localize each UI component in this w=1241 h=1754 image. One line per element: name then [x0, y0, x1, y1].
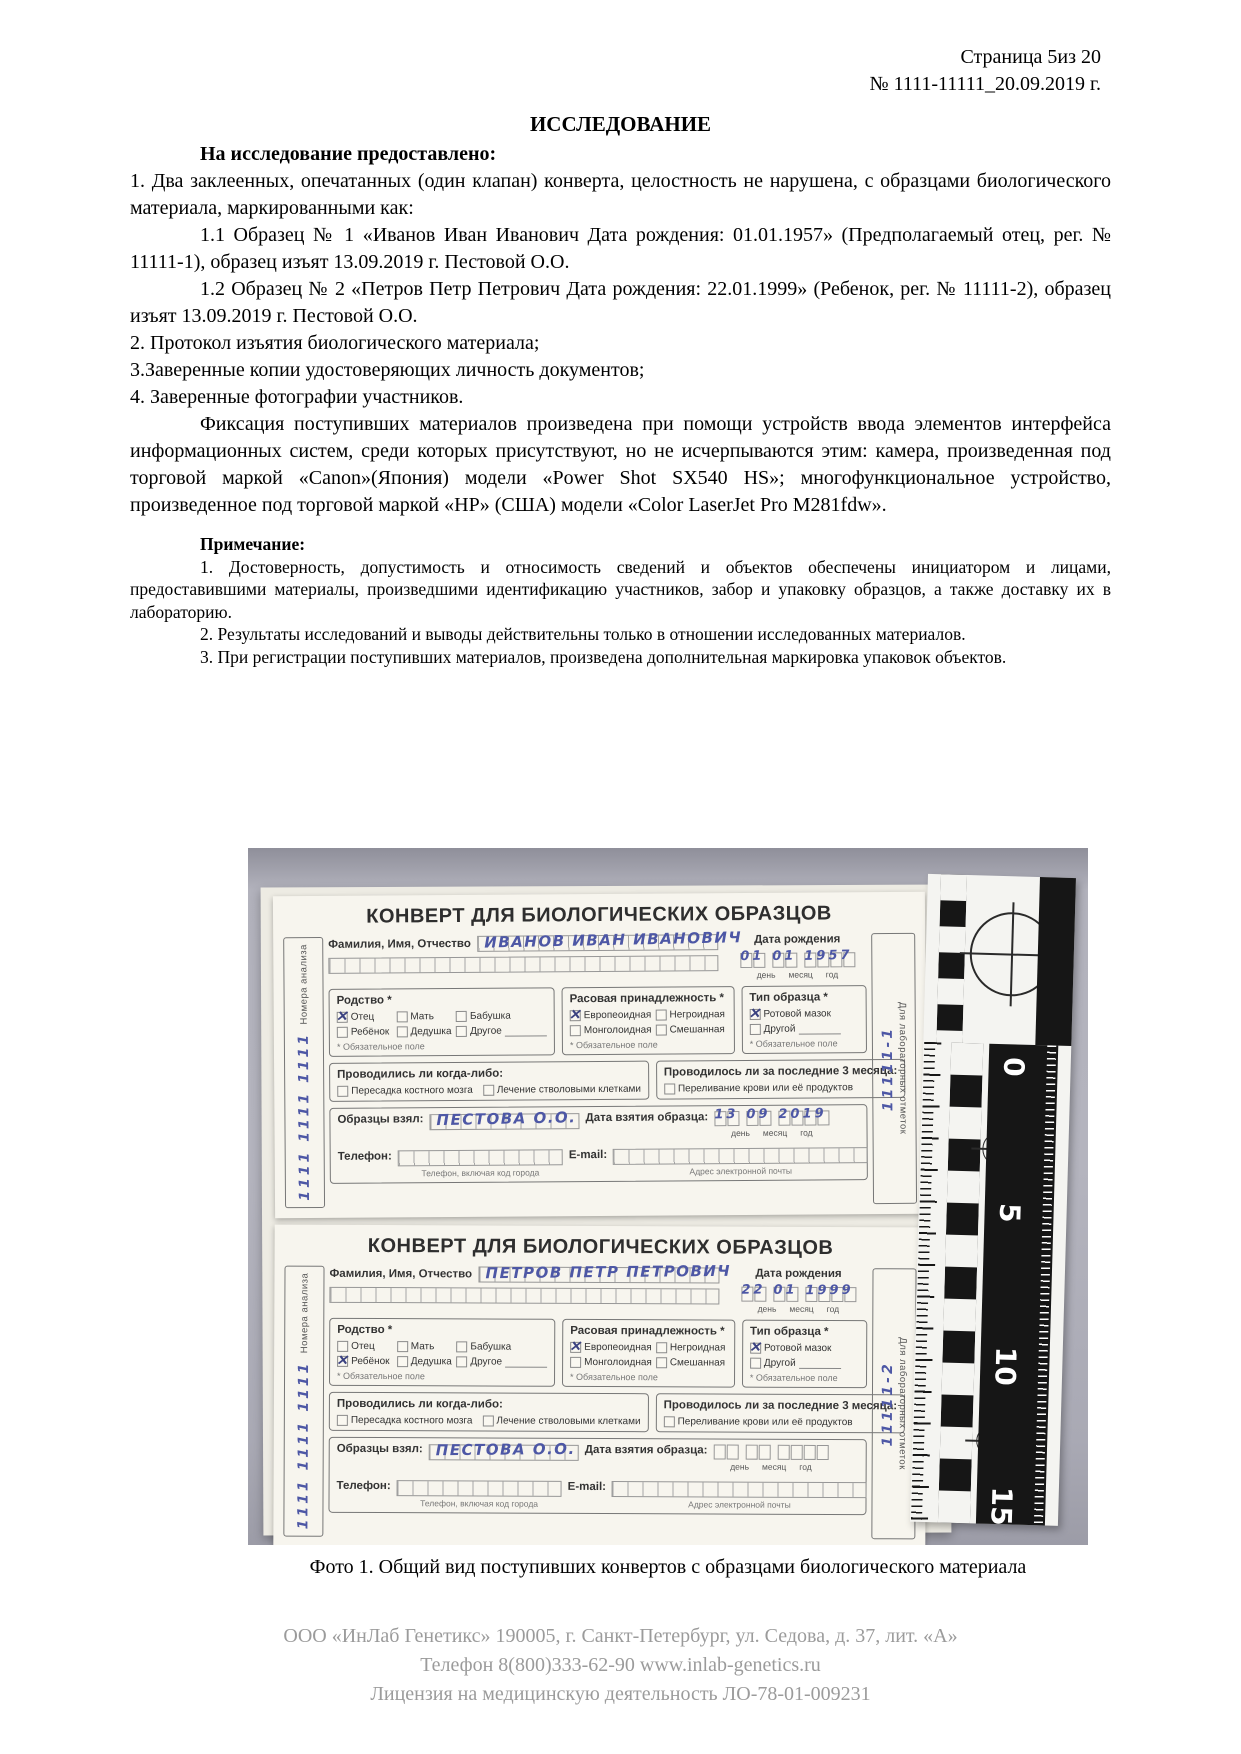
footer-company: ООО «ИнЛаб Генетикс» 190005, г. Санкт-Петербург, ул. Седова, д. 37, лит. «А» [283, 1625, 958, 1647]
taken-year-boxes [777, 1445, 828, 1460]
ruler-checker-column [936, 874, 967, 1043]
analysis-numbers-label: Номера анализа [298, 1272, 310, 1354]
option-mixed: Смешанная [669, 1024, 725, 1036]
unit-day: день [756, 969, 776, 980]
envelope-title: КОНВЕРТ ДЛЯ БИОЛОГИЧЕСКИХ ОБРАЗЦОВ [367, 1234, 834, 1260]
note-2: 2. Результаты исследований и выводы действительны только в отношении исследованных материалов. [200, 624, 966, 644]
checkbox-father [337, 1012, 348, 1023]
taken-day-handwriting: 13 [714, 1106, 739, 1123]
option-father: Отец [350, 1011, 375, 1023]
birth-month-boxes [772, 1282, 798, 1302]
email-hint: Адрес электронной почты [688, 1499, 791, 1510]
provided-heading: На исследование предоставлено: [200, 143, 497, 165]
item-3: 3.Заверенные копии удостоверяющих личность документов; [130, 359, 645, 381]
required-note: * Обязательное поле [337, 1370, 425, 1382]
option-mother: Мать [410, 1341, 435, 1353]
item-1: 1. Два заклеенных, опечатанных (один клапан) конверта, целостность не нарушена, с образцами биологического материала, маркированными как: [130, 170, 1111, 219]
item-1-1: 1.1 Образец № 1 «Иванов Иван Иванович Дата рождения: 01.01.1957» (Предполагаемый отец, рег. № 11111-1), образец изъят 13.09.2019 г. Пестовой О.О. [130, 224, 1111, 273]
page-header [870, 44, 1102, 98]
race-section [562, 1319, 735, 1388]
checkbox-grandmother [456, 1011, 467, 1022]
taken-year-handwriting: 2019 [778, 1106, 827, 1123]
unit-year: год [826, 1303, 840, 1315]
unit-month: месяц [789, 1303, 814, 1314]
option-negroid: Негроидная [669, 1009, 725, 1021]
section-title: ИССЛЕДОВАНИЕ [529, 112, 712, 136]
fio-label: Фамилия, Имя, Отчество [329, 1267, 473, 1281]
taken-by-handwriting: ПЕСТОВА О.О. [436, 1108, 577, 1130]
option-mongoloid: Монголоидная [583, 1024, 652, 1037]
option-mother: Мать [410, 1011, 434, 1023]
race-title: Расовая принадлежность * [569, 992, 725, 1006]
ruler-mm-ticks-white [1034, 1045, 1056, 1525]
ruler-black-bar [1035, 877, 1076, 1046]
checkbox-mongoloid [570, 1025, 581, 1036]
birth-year-handwriting: 1957 [803, 947, 853, 964]
unit-month: месяц [762, 1127, 788, 1138]
option-father: Отец [351, 1340, 375, 1353]
checkbox-grandfather [396, 1026, 407, 1037]
fio-boxes-row2 [328, 955, 718, 974]
checkbox-other-sample [750, 1024, 761, 1035]
ruler-number-15: 15 [984, 1486, 1019, 1527]
analysis-numbers-strip [283, 1266, 324, 1537]
history-recent-title: Проводилось ли за последние 3 месяца: [663, 1064, 898, 1079]
unit-year: год [799, 1461, 812, 1472]
note-3: 3. При регистрации поступивших материалов, произведена дополнительная маркировка упаковок объектов. [200, 646, 1007, 667]
checkbox-mixed [656, 1357, 667, 1368]
birth-day-boxes [740, 1282, 766, 1302]
ruler-number-5: 5 [992, 1202, 1027, 1224]
taken-by-boxes [429, 1439, 579, 1461]
fio-boxes-row2 [329, 1287, 719, 1305]
taken-day-boxes [713, 1444, 738, 1459]
document-body [130, 112, 1111, 668]
analysis-numbers-label: Номера анализа [297, 944, 310, 1025]
kinship-section [329, 1318, 555, 1387]
ruler-number-0: 0 [996, 1056, 1031, 1078]
envelope-title: КОНВЕРТ ДЛЯ БИОЛОГИЧЕСКИХ ОБРАЗЦОВ [366, 902, 832, 928]
taken-day-boxes [714, 1106, 739, 1126]
birth-day-handwriting: 01 [739, 948, 765, 965]
page-number: Страница 5из 20 [960, 46, 1101, 68]
required-note: * Обязательное поле [336, 1041, 425, 1052]
birth-month-handwriting: 01 [771, 948, 797, 964]
option-child: Ребёнок [350, 1026, 390, 1038]
envelope-sample-2 [273, 1225, 926, 1545]
item-4: 4. Заверенные фотографии участников. [130, 386, 464, 408]
checkbox-father [337, 1341, 348, 1352]
taken-month-handwriting: 09 [746, 1106, 771, 1123]
checkbox-mother [396, 1011, 407, 1022]
photo-caption: Фото 1. Общий вид поступивших конвертов с образцами биологического материала [309, 1556, 1027, 1578]
history-ever-section [329, 1061, 649, 1102]
option-blood-transfusion: Переливание крови или её продуктов [677, 1416, 853, 1429]
checkbox-mixed [656, 1025, 667, 1036]
option-bone-marrow: Пересадка костного мозга [351, 1084, 473, 1097]
required-note: * Обязательное поле [569, 1039, 658, 1051]
phone-boxes [397, 1480, 562, 1497]
birth-year-boxes [803, 947, 855, 967]
fixation-paragraph: Фиксация поступивших материалов произведена при помощи устройств ввода элементов интерфейса информационных систем, среди которых присутствуют, но не исчерпываются этим: камера, произведенная под торговой маркой «Canon»(Япония) модели «Power Shot SX540 HS»; многофункциональное устройство, произведенное под торговой маркой «HP» (США) модели «Color LaserJet Pro M281fdw». [130, 413, 1111, 516]
lab-notes-handwriting: 11111-2 [879, 1361, 897, 1447]
unit-day: день [730, 1461, 750, 1472]
sample-type-title: Тип образца * [749, 991, 828, 1004]
taken-month-boxes [746, 1106, 771, 1126]
option-child: Ребёнок [351, 1355, 390, 1368]
history-recent-section [656, 1059, 906, 1100]
option-bone-marrow: Пересадка костного мозга [350, 1414, 473, 1427]
checkbox-child [337, 1027, 348, 1038]
note-block [130, 533, 1111, 668]
phone-hint: Телефон, включая код города [420, 1498, 539, 1509]
option-grandmother: Бабушка [469, 1010, 511, 1022]
option-negroid: Негроидная [669, 1342, 726, 1354]
birth-year-boxes [804, 1282, 856, 1302]
required-note: * Обязательное поле [570, 1371, 658, 1383]
footer-license: Лицензия на медицинскую деятельность ЛО-78-01-009231 [370, 1683, 871, 1705]
note-title: Примечание: [200, 534, 306, 554]
option-other-kinship: Другое [470, 1025, 502, 1037]
unit-year: год [800, 1127, 813, 1138]
taken-date-label: Дата взятия образца: [585, 1111, 709, 1125]
taken-by-label: Образцы взял: [336, 1442, 423, 1456]
kinship-title: Родство * [337, 1323, 393, 1337]
history-ever-title: Проводились ли когда-либо: [337, 1067, 504, 1081]
taken-month-boxes [745, 1445, 770, 1460]
checkbox-child [337, 1356, 348, 1367]
checkbox-other-sample [750, 1358, 761, 1369]
checkbox-blood-transfusion [664, 1416, 675, 1427]
required-note: * Обязательное поле [749, 1372, 838, 1384]
taken-date-label: Дата взятия образца: [584, 1443, 708, 1457]
document-number: № 1111-11111_20.09.2019 г. [869, 73, 1101, 95]
birth-date-block [729, 1268, 867, 1315]
phone-boxes [398, 1149, 563, 1166]
email-label: E-mail: [567, 1480, 607, 1494]
birth-date-block [728, 933, 866, 980]
unit-month: месяц [761, 1461, 787, 1472]
race-title: Расовая принадлежность * [570, 1324, 725, 1338]
unit-month: месяц [788, 969, 813, 980]
taken-by-label: Образцы взял: [337, 1113, 424, 1126]
email-boxes [612, 1481, 867, 1498]
checkbox-negroid [655, 1010, 666, 1021]
race-section [562, 986, 735, 1055]
birth-date-label: Дата рождения [754, 933, 841, 946]
phone-hint: Телефон, включая код города [421, 1167, 540, 1179]
birth-month-boxes [771, 948, 797, 968]
option-swab: Ротовой мазок [763, 1342, 832, 1355]
note-1: 1. Достоверность, допустимость и относимость сведений и объектов обеспечены инициатором и лицами, предоставившими материалы, произведшими идентификацию участников, забор и упаковку образцов, а также доставку их в лабораторию. [130, 556, 1111, 622]
phone-label: Телефон: [337, 1150, 392, 1163]
history-recent-title: Проводилось ли за последние 3 месяца: [663, 1399, 898, 1413]
history-recent-section [656, 1393, 906, 1433]
checkbox-stem-cells [483, 1085, 494, 1096]
option-european: Европеоидная [584, 1341, 652, 1354]
checkbox-european [570, 1342, 581, 1353]
forensic-ruler [910, 874, 1076, 1526]
sample-type-section [742, 1320, 867, 1389]
lab-notes-label: Для лабораторных отметок [896, 1002, 909, 1135]
option-other-kinship: Другое [470, 1356, 503, 1368]
contact-section [329, 1104, 868, 1184]
option-swab: Ротовой мазок [763, 1008, 832, 1020]
option-blood-transfusion: Переливание крови или её продуктов [677, 1082, 854, 1095]
email-label: E-mail: [568, 1148, 608, 1162]
fio-handwriting: ИВАНОВ ИВАН ИВАНОВИЧ [483, 928, 742, 952]
unit-day: день [757, 1303, 777, 1314]
option-european: Европеоидная [583, 1009, 652, 1022]
checkbox-stem-cells [482, 1415, 493, 1426]
checkbox-swab [749, 1009, 760, 1020]
option-grandfather: Дедушка [410, 1356, 452, 1368]
ruler-scale-section [910, 1042, 1071, 1526]
required-note: * Обязательное поле [749, 1038, 838, 1049]
birth-date-label: Дата рождения [755, 1267, 842, 1281]
sample-type-title: Тип образца * [750, 1325, 829, 1338]
birth-month-handwriting: 01 [772, 1282, 798, 1298]
contact-section [328, 1437, 866, 1515]
checkbox-other-kinship [456, 1026, 467, 1037]
birth-day-handwriting: 22 [740, 1282, 766, 1298]
page-footer [0, 1622, 1241, 1709]
birth-day-boxes [739, 948, 765, 968]
item-1-2: 1.2 Образец № 2 «Петров Петр Петрович Дата рождения: 22.01.1999» (Ребенок, рег. № 11111-2), образец изъят 13.09.2019 г. Пестовой О.О. [130, 278, 1111, 327]
checkbox-mongoloid [570, 1357, 581, 1368]
option-grandmother: Бабушка [470, 1341, 512, 1353]
ruler-top-section [923, 874, 1076, 1046]
history-ever-section [329, 1392, 649, 1432]
taken-by-boxes [429, 1108, 579, 1130]
envelope-sample-1 [273, 892, 927, 1219]
ruler-checker-column [938, 1043, 983, 1524]
option-mongoloid: Монголоидная [584, 1356, 652, 1369]
kinship-title: Родство * [336, 994, 392, 1007]
fio-handwriting: ПЕТРОВ ПЕТР ПЕТРОВИЧ [485, 1261, 731, 1283]
analysis-numbers-handwriting: 1111 1111 1111 [295, 1032, 314, 1202]
sample-type-section [741, 985, 867, 1054]
fio-boxes [477, 928, 742, 952]
option-grandfather: Дедушка [410, 1026, 452, 1038]
option-stem-cells: Лечение стволовыми клетками [496, 1415, 641, 1428]
ruler-number-10: 10 [988, 1346, 1023, 1387]
checkbox-european [570, 1010, 581, 1021]
analysis-numbers-strip [283, 937, 325, 1208]
photo-evidence [248, 848, 1088, 1545]
checkbox-blood-transfusion [664, 1083, 675, 1094]
lab-notes-label: Для лабораторных отметок [896, 1337, 909, 1471]
kinship-section [329, 987, 555, 1057]
option-stem-cells: Лечение стволовыми клетками [496, 1083, 642, 1096]
checkbox-mother [397, 1341, 408, 1352]
checkbox-bone-marrow [337, 1086, 348, 1097]
fio-label: Фамилия, Имя, Отчество [328, 937, 471, 951]
email-hint: Адрес электронной почты [689, 1165, 793, 1177]
taken-by-handwriting: ПЕСТОВА О.О. [435, 1439, 576, 1460]
unit-day: день [731, 1127, 750, 1139]
footer-contacts: Телефон 8(800)333-62-90 www.inlab-genetics.ru [420, 1654, 821, 1676]
birth-year-handwriting: 1999 [804, 1282, 854, 1299]
analysis-numbers-handwriting: 1111 1111 1111 [295, 1361, 313, 1530]
ruler-number-band [976, 1044, 1058, 1526]
option-mixed: Смешанная [669, 1357, 726, 1369]
option-other-sample: Другой [763, 1023, 796, 1035]
email-boxes [613, 1147, 868, 1165]
lab-notes-strip [871, 933, 917, 1204]
taken-year-boxes [778, 1106, 829, 1125]
checkbox-bone-marrow [337, 1415, 348, 1426]
fio-boxes [478, 1261, 731, 1283]
checkbox-swab [750, 1343, 761, 1354]
phone-label: Телефон: [336, 1479, 391, 1493]
checkbox-negroid [656, 1342, 667, 1353]
unit-year: год [825, 969, 839, 980]
history-ever-title: Проводились ли когда-либо: [336, 1397, 503, 1411]
checkbox-grandfather [397, 1356, 408, 1367]
item-2: 2. Протокол изъятия биологического материала; [130, 332, 540, 354]
option-other-sample: Другой [763, 1357, 796, 1369]
lab-notes-handwriting: 11111-1 [879, 1025, 897, 1112]
checkbox-grandmother [456, 1341, 467, 1352]
checkbox-other-kinship [456, 1356, 467, 1367]
